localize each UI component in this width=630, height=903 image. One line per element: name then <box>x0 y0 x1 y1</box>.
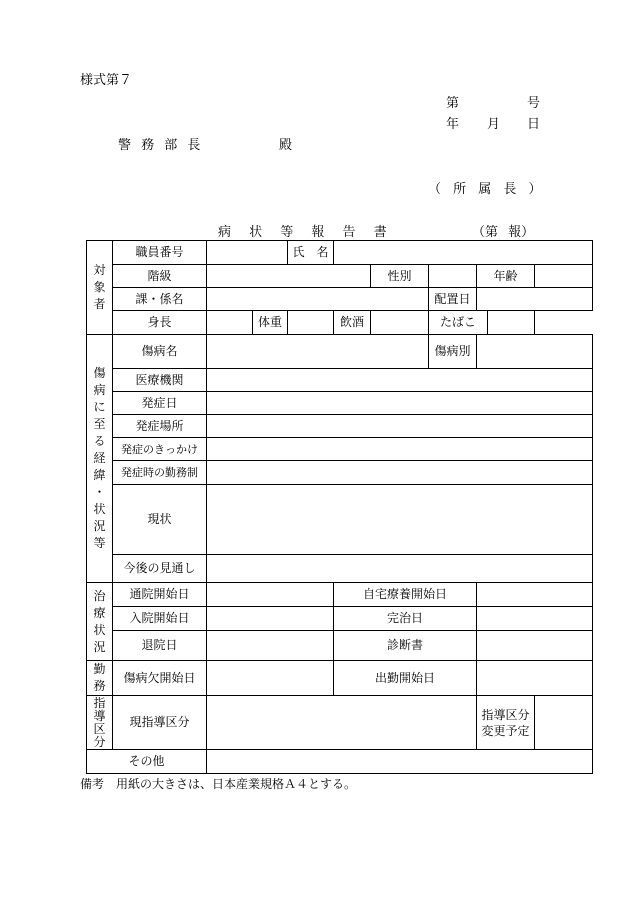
input-age[interactable] <box>535 265 593 288</box>
label-cure-date: 完治日 <box>334 607 477 631</box>
input-disease-type[interactable] <box>477 335 593 369</box>
label-onset-place: 発症場所 <box>113 415 207 438</box>
label-absence-start: 傷病欠開始日 <box>113 661 207 696</box>
input-staff-no[interactable] <box>207 241 288 265</box>
label-sex: 性別 <box>371 265 429 288</box>
input-rank[interactable] <box>207 265 371 288</box>
date-month: 月 <box>487 117 501 132</box>
section-progress: 傷 病 に 至 る 経 緯 ・ 状 況 等 <box>87 335 113 583</box>
input-other[interactable] <box>207 750 593 774</box>
section-guidance: 指 導 区 分 <box>87 696 113 750</box>
label-guidance-change: 指導区分 変更予定 <box>477 696 535 750</box>
label-onset-trigger: 発症のきっかけ <box>113 438 207 461</box>
input-guidance-change[interactable] <box>535 696 593 750</box>
input-weight[interactable] <box>288 311 334 335</box>
label-current-status: 現状 <box>113 485 207 555</box>
input-absence-start[interactable] <box>207 661 334 696</box>
input-onset-place[interactable] <box>207 415 593 438</box>
input-sex[interactable] <box>429 265 477 288</box>
label-section: 課・係名 <box>113 288 207 311</box>
report-form <box>86 240 593 774</box>
date-day: 日 <box>527 117 541 132</box>
input-onset-trigger[interactable] <box>207 438 593 461</box>
label-staff-no: 職員番号 <box>113 241 207 265</box>
label-work-system: 発症時の勤務制 <box>113 461 207 485</box>
sender: （ 所 属 長 ） <box>428 182 542 197</box>
addressee: 警 務 部 長 <box>118 138 201 153</box>
input-drinking[interactable] <box>371 311 429 335</box>
section-work: 勤 務 <box>87 661 113 696</box>
input-admission-start[interactable] <box>207 607 334 631</box>
input-medical-certificate[interactable] <box>477 631 593 661</box>
input-home-care-start[interactable] <box>477 583 593 607</box>
label-outpatient-start: 通院開始日 <box>113 583 207 607</box>
input-name[interactable] <box>334 241 593 265</box>
label-assignment-date: 配置日 <box>429 288 477 311</box>
label-disease-type: 傷病別 <box>429 335 477 369</box>
input-smoking[interactable] <box>488 311 535 335</box>
label-discharge-date: 退院日 <box>113 631 207 661</box>
report-number: （第 報） <box>472 225 535 240</box>
input-return-start[interactable] <box>477 661 593 696</box>
document-title: 病 状 等 報 告 書 <box>218 225 387 240</box>
input-prognosis[interactable] <box>207 555 593 583</box>
section-subject: 対 象 者 <box>87 241 113 335</box>
label-onset-date: 発症日 <box>113 392 207 415</box>
footer-note: 備考 用紙の大きさは、日本産業規格Ａ４とする。 <box>80 777 357 791</box>
label-name: 氏 名 <box>288 241 334 265</box>
input-discharge-date[interactable] <box>207 631 334 661</box>
label-medical-certificate: 診断書 <box>334 631 477 661</box>
label-rank: 階級 <box>113 265 207 288</box>
honorific: 殿 <box>279 138 293 153</box>
label-home-care-start: 自宅療養開始日 <box>334 583 477 607</box>
label-weight: 体重 <box>253 311 288 335</box>
input-disease-name[interactable] <box>207 335 429 369</box>
input-cure-date[interactable] <box>477 607 593 631</box>
label-medical-institution: 医療機関 <box>113 369 207 392</box>
input-current-status[interactable] <box>207 485 593 555</box>
label-drinking: 飲酒 <box>334 311 371 335</box>
label-smoking: たばこ <box>429 311 488 335</box>
label-disease-name: 傷病名 <box>113 335 207 369</box>
input-section[interactable] <box>207 288 429 311</box>
label-current-guidance: 現指導区分 <box>113 696 207 750</box>
input-assignment-date[interactable] <box>477 288 593 311</box>
input-outpatient-start[interactable] <box>207 583 334 607</box>
input-onset-date[interactable] <box>207 392 593 415</box>
input-height[interactable] <box>207 311 253 335</box>
label-prognosis: 今後の見通し <box>113 555 207 583</box>
number-suffix: 号 <box>527 96 541 111</box>
label-return-start: 出勤開始日 <box>334 661 477 696</box>
label-admission-start: 入院開始日 <box>113 607 207 631</box>
number-label: 第 <box>446 96 460 111</box>
label-height: 身長 <box>113 311 207 335</box>
input-current-guidance[interactable] <box>207 696 477 750</box>
label-age: 年齢 <box>477 265 535 288</box>
section-treatment: 治 療 状 況 <box>87 583 113 661</box>
input-medical-institution[interactable] <box>207 369 593 392</box>
label-other: その他 <box>87 750 207 774</box>
input-work-system[interactable] <box>207 461 593 485</box>
date-year: 年 <box>446 117 460 132</box>
form-number: 様式第７ <box>80 73 133 88</box>
